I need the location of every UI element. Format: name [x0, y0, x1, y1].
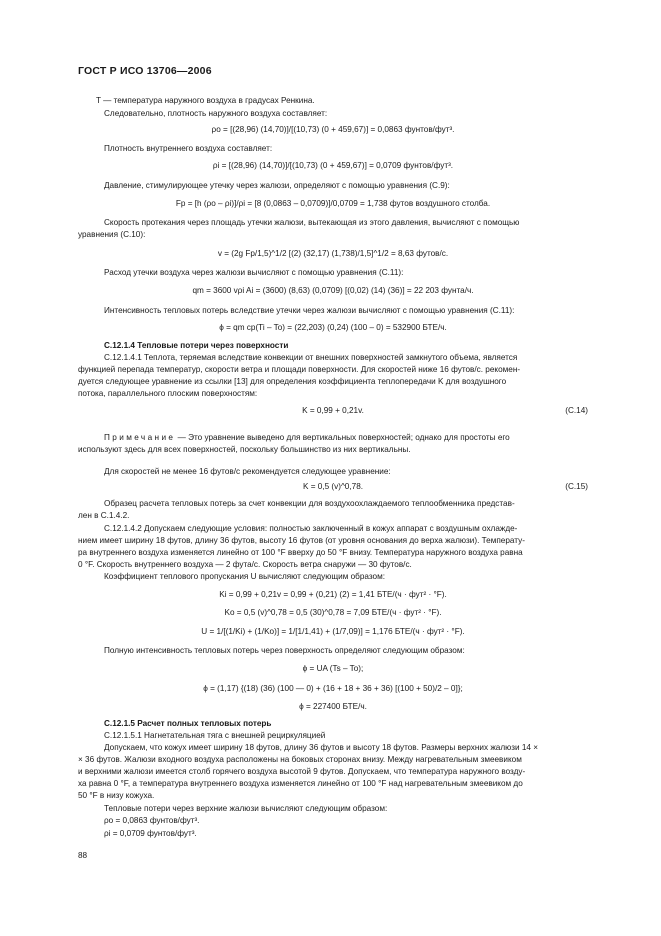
- paragraph-line: С.12.1.4.1 Теплота, теряемая вследствие конвекции от внешних поверхностей замкнутого объема, является: [104, 353, 518, 362]
- equation-ko: Ko = 0,5 (v)^0,78 = 0,5 (30)^0,78 = 7,09 БТЕ/(ч · фут² · °F).: [224, 608, 442, 617]
- text-line: Плотность внутреннего воздуха составляет:: [104, 144, 273, 153]
- text-line: Тепловые потери через верхние жалюзи вычисляют следующим образом:: [104, 804, 388, 813]
- equation-rho-inside: ρi = [(28,96) (14,70)]/[(10,73) (0 + 459,67)] = 0,0709 фунтов/фут³.: [212, 161, 454, 170]
- subsection-heading: С.12.1.5.1 Нагнетательная тяга с внешней рециркуляцией: [104, 731, 326, 740]
- paragraph-line: × 36 футов. Жалюзи входного воздуха расположены на боковых сторонах внизу. Между нагревательным змеевиком: [78, 755, 522, 764]
- text-line: T — температура наружного воздуха в градусах Ренкина.: [96, 96, 315, 105]
- paragraph-line: дуется следующее уравнение из ссылки [13] для определения коэффициента теплопередачи K для воздушного: [78, 377, 507, 386]
- note-text: — Это уравнение выведено для вертикальных поверхностей; однако для простоты его: [175, 433, 510, 442]
- equation-k-high: K = 0,5 (v)^0,78.: [302, 482, 364, 491]
- paragraph-line: ха равна 0 °F, а температура внутреннего воздуха изменяется линейно от 100 °F над нагревательным змеевиком до: [78, 779, 523, 788]
- text-line: Давление, стимулирующее утечку через жалюзи, определяют с помощью уравнения (С.9):: [104, 181, 450, 190]
- section-heading: С.12.1.5 Расчет полных тепловых потерь: [104, 719, 272, 728]
- paragraph-line: Коэффициент теплового пропускания U вычисляют следующим образом:: [104, 572, 386, 581]
- equation-mass-flow: qm = 3600 vρi Ai = (3600) (8,63) (0,0709) [(0,02) (14) (36)] = 22 203 фунта/ч.: [192, 286, 474, 295]
- note-label: Примечание: [104, 433, 176, 442]
- paragraph-line: функцией перепада температур, скорости ветра и площади поверхности. Для скоростей ниже 16 футов/с. рекомен-: [78, 365, 521, 374]
- equation-phi-ua: ϕ = UA (Ts – To);: [302, 664, 364, 673]
- paragraph-line: лен в С.1.4.2.: [78, 511, 130, 520]
- text-line: Для скоростей не менее 16 футов/с рекомендуется следующее уравнение:: [104, 467, 391, 476]
- paragraph-line: потока, параллельного плоским поверхностям:: [78, 389, 258, 398]
- text-line: Следовательно, плотность наружного воздуха составляет:: [104, 109, 328, 118]
- text-line: уравнения (С.10):: [78, 230, 146, 239]
- paragraph-line: ра внутреннего воздуха изменяется линейно от 100 °F вверху до 50 °F внизу. Температура наружного воздуха равна: [78, 548, 523, 557]
- equation-number: (С.15): [565, 482, 588, 491]
- equation-number: (С.14): [565, 406, 588, 415]
- paragraph-line: и верхними жалюзи имеется столб горячего воздуха высотой 9 футов. Допускаем, что температура наружного возду-: [78, 767, 526, 776]
- equation-u: U = 1/[(1/Ki) + (1/Ko)] = 1/[1/1,41) + (1/7,09)] = 1,176 БТЕ/(ч · фут² · °F).: [201, 627, 465, 636]
- equation-rho-outside: ρo = [(28,96) (14,70)]/[(10,73) (0 + 459,67)] = 0,0863 фунтов/фут³.: [211, 125, 455, 134]
- paragraph-line: нием имеет ширину 18 футов, длину 36 футов, высоту 16 футов (от уровня основания до верха жалюзи). Температу-: [78, 536, 525, 545]
- equation-phi-result: ϕ = 227400 БТЕ/ч.: [299, 702, 367, 711]
- text-line: ρo = 0,0863 фунтов/фут³.: [104, 816, 200, 825]
- equation-heat-loss-leak: ϕ = qm cp(Ti – To) = (22,203) (0,24) (100 – 0) = 532900 БТЕ/ч.: [219, 323, 447, 332]
- text-line: Скорость протекания через площадь утечки жалюзи, вытекающая из этого давления, вычисляют с помощью: [104, 218, 520, 227]
- paragraph-line: Образец расчета тепловых потерь за счет конвекции для воздухоохлаждаемого теплообменника представ-: [104, 499, 515, 508]
- equation-pressure: Fp = [h (ρo – ρi)]/ρi = [8 (0,0863 – 0,0709)]/0,0709 = 1,738 футов воздушного столба.: [175, 199, 491, 208]
- paragraph-line: Допускаем, что кожух имеет ширину 18 футов, длину 36 футов и высоту 18 футов. Размеры верхних жалюзи 14 ×: [104, 743, 539, 752]
- paragraph-line: С.12.1.4.2 Допускаем следующие условия: полностью заключенный в кожух аппарат с воздушным охлажде-: [104, 524, 518, 533]
- paragraph-line: 50 °F в низу кожуха.: [78, 791, 155, 800]
- text-line: Расход утечки воздуха через жалюзи вычисляют с помощью уравнения (С.11):: [104, 268, 404, 277]
- equation-k-low: K = 0,99 + 0,21v.: [302, 406, 364, 415]
- equation-velocity: v = (2g Fp/1,5)^1/2 [(2) (32,17) (1,738)/1,5]^1/2 = 8,63 футов/с.: [217, 249, 449, 258]
- page-number: 88: [78, 851, 88, 860]
- equation-phi-calc: ϕ = (1,17) {(18) (36) (100 — 0) + (16 + 18 + 36 + 36) [(100 + 50)/2 – 0]};: [203, 684, 463, 693]
- equation-ki: Ki = 0,99 + 0,21v = 0,99 + (0,21) (2) = 1,41 БТЕ/(ч · фут² · °F).: [219, 590, 447, 599]
- section-heading: С.12.1.4 Тепловые потери через поверхности: [104, 341, 289, 350]
- text-line: Полную интенсивность тепловых потерь через поверхность определяют следующим образом:: [104, 646, 465, 655]
- text-line: ρi = 0,0709 фунтов/фут³.: [104, 829, 197, 838]
- document-header: ГОСТ Р ИСО 13706—2006: [78, 65, 212, 77]
- note-line: используют здесь для всех поверхностей, поскольку большинство из них вертикальны.: [78, 445, 411, 454]
- note-line: [104, 432, 588, 444]
- text-line: Интенсивность тепловых потерь вследствие утечки через жалюзи вычисляют с помощью уравнения (С.11):: [104, 306, 515, 315]
- paragraph-line: 0 °F. Скорость внутреннего воздуха — 2 фута/с. Скорость ветра снаружи — 30 футов/с.: [78, 560, 412, 569]
